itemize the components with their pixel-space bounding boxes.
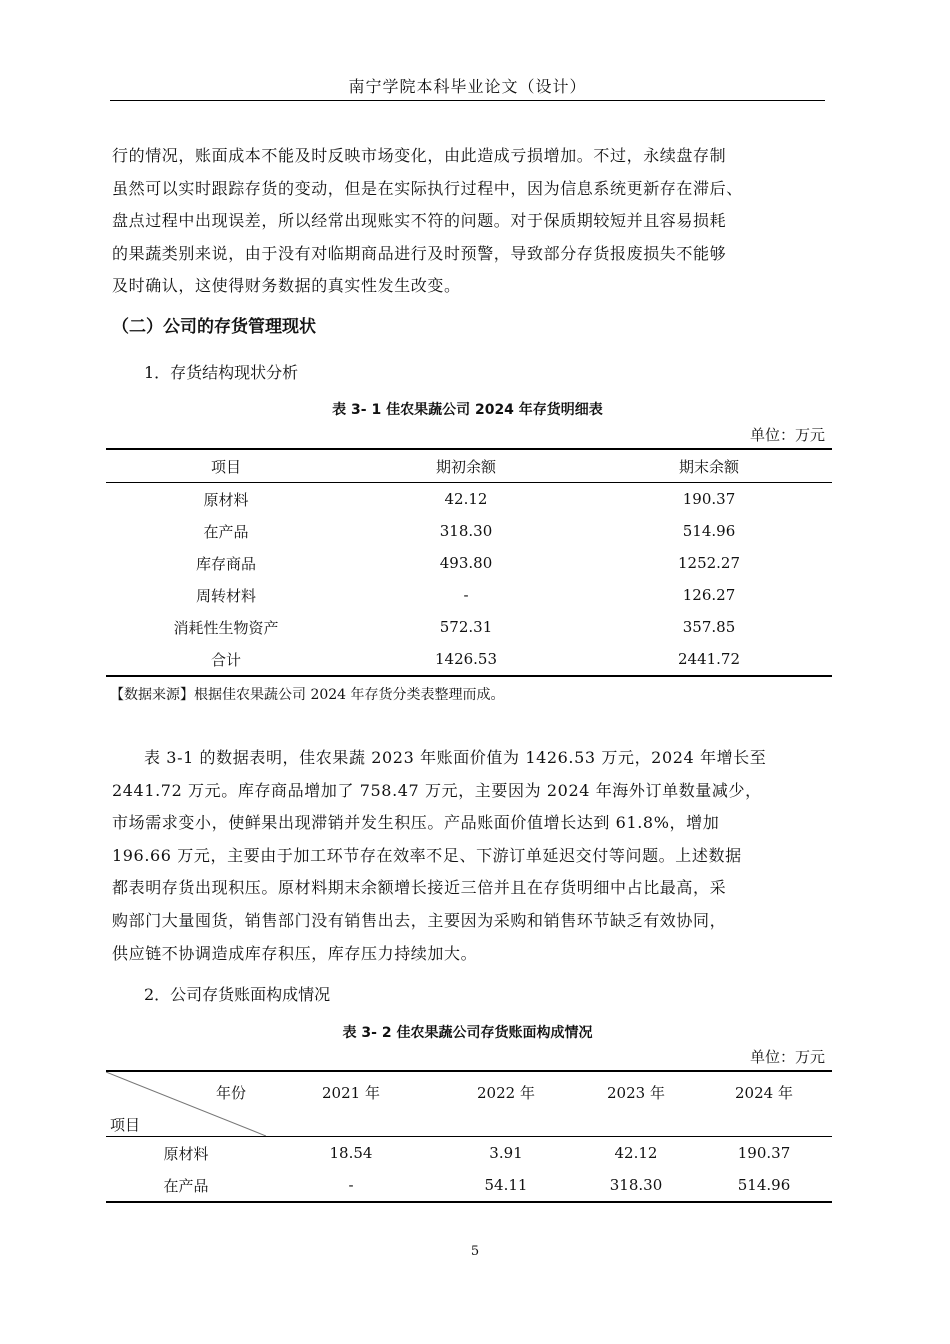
table2-caption: 表 3- 2 佳农果蔬公司存货账面构成情况 (342, 1025, 593, 1041)
table-cell: 库存商品 (195, 554, 256, 573)
table-header-cell: 期初余额 (346, 449, 586, 483)
table-row (106, 547, 832, 579)
table-cell: 318.30 (439, 522, 493, 540)
table-row (106, 611, 832, 643)
table-cell: - (266, 1169, 436, 1202)
table-row (106, 579, 832, 611)
paragraph-line: 196.66 万元，主要由于加工环节存在效率不足、下游订单延迟交付等问题。上述数据 (112, 845, 742, 865)
table-header-cell: 项目 (106, 449, 346, 483)
table-cell: 2441.72 (586, 643, 832, 676)
page-number: 5 (470, 1244, 480, 1259)
table-cell: 在产品 (106, 1169, 266, 1202)
table-cell: 原材料 (163, 1144, 209, 1163)
table1-inventory-detail (106, 448, 832, 677)
paragraph-line: 都表明存货出现积压。原材料期末余额增长接近三倍并且在存货明细中占比最高，采 (112, 878, 727, 898)
paragraph-table-analysis (112, 742, 824, 970)
table-corner-cell (106, 1071, 266, 1137)
table-cell: 514.96 (696, 1169, 832, 1202)
paragraph-line: 供应链不协调造成库存积压，库存压力持续加大。 (112, 943, 478, 963)
paragraph-inventory-methods (112, 140, 824, 303)
table1-caption: 表 3- 1 佳农果蔬公司 2024 年存货明细表 (332, 402, 603, 418)
table-cell: 消耗性生物资产 (173, 618, 279, 637)
table-row (106, 1169, 832, 1202)
corner-label-year: 年份 (216, 1084, 247, 1102)
table-cell: 合计 (106, 643, 346, 676)
table-cell: 18.54 (329, 1144, 373, 1162)
table-header-cell: 2023 年 (576, 1071, 696, 1137)
table-header-row (106, 1071, 832, 1137)
table-row (106, 1137, 832, 1170)
page-header-title: 南宁学院本科毕业论文（设计） (348, 77, 587, 96)
table-cell: 42.12 (614, 1144, 658, 1162)
table-header-row (106, 449, 832, 483)
table2-unit: 单位：万元 (749, 1048, 825, 1066)
table1-unit: 单位：万元 (749, 426, 825, 444)
paragraph-line: 盘点过程中出现误差，所以经常出现账实不符的问题。对于保质期较短并且容易损耗 (112, 211, 727, 231)
table-cell: 在产品 (203, 522, 249, 541)
table-row (106, 515, 832, 547)
corner-label-item: 项目 (110, 1116, 141, 1134)
table-cell: 3.91 (489, 1144, 523, 1162)
paragraph-line: 行的情况，账面成本不能及时反映市场变化，由此造成亏损增加。不过，永续盘存制 (112, 146, 727, 165)
paragraph-line: 虽然可以实时跟踪存货的变动，但是在实际执行过程中，因为信息系统更新存在滞后、 (112, 178, 743, 198)
table2-inventory-composition (106, 1070, 832, 1203)
table-cell: 357.85 (682, 618, 736, 636)
table-cell: 126.27 (682, 586, 736, 604)
table-cell: 190.37 (682, 490, 736, 508)
paragraph-line: 2441.72 万元。库存商品增加了 758.47 万元，主要因为 2024 年海外订单数量减少， (112, 780, 762, 800)
subsection-heading-1: 1．存货结构现状分析 (144, 363, 299, 382)
header-rule (110, 100, 825, 101)
table-cell: 514.96 (682, 522, 736, 540)
table-cell: 周转材料 (195, 586, 256, 605)
table-header-cell: 期末余额 (586, 449, 832, 483)
table-cell: 493.80 (439, 554, 493, 572)
paragraph-line: 的果蔬类别来说，由于没有对临期商品进行及时预警，导致部分存货报废损失不能够 (112, 243, 727, 263)
paragraph-line: 及时确认，这使得财务数据的真实性发生改变。 (112, 276, 461, 296)
section-heading: （二）公司的存货管理现状 (112, 317, 316, 337)
table-cell: 1426.53 (346, 643, 586, 676)
paragraph-line: 表 3-1 的数据表明，佳农果蔬 2023 年账面价值为 1426.53 万元，2024 年增长至 (144, 748, 767, 767)
table-total-row (106, 643, 832, 676)
table-header-cell: 2022 年 (436, 1071, 576, 1137)
table-cell: 1252.27 (677, 554, 741, 572)
table-header-cell: 2024 年 (696, 1071, 832, 1137)
table-header-cell: 2021 年 (266, 1071, 436, 1137)
table-cell: 54.11 (436, 1169, 576, 1202)
table-cell: 190.37 (737, 1144, 791, 1162)
table-row (106, 483, 832, 516)
subsection-heading-2: 2．公司存货账面构成情况 (144, 985, 331, 1004)
paragraph-line: 市场需求变小，使鲜果出现滞销并发生积压。产品账面价值增长达到 61.8%，增加 (112, 813, 720, 833)
table-cell: 572.31 (439, 618, 493, 636)
table-cell: 原材料 (203, 490, 249, 509)
table-cell: - (463, 586, 469, 604)
paragraph-line: 购部门大量囤货，销售部门没有销售出去，主要因为采购和销售环节缺乏有效协同， (112, 910, 727, 930)
table-cell: 42.12 (444, 490, 488, 508)
table-cell: 318.30 (576, 1169, 696, 1202)
table1-source-note: 【数据来源】根据佳农果蔬公司 2024 年存货分类表整理而成。 (110, 687, 505, 703)
